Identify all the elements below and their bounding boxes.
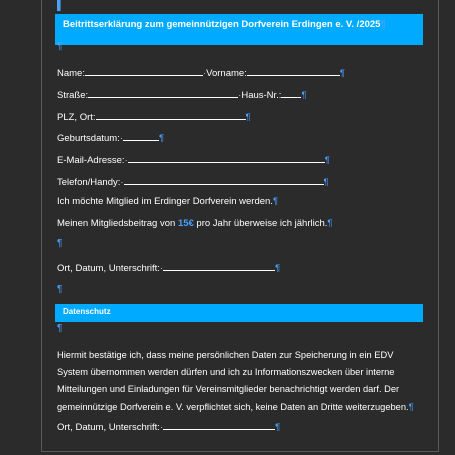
- strasse-field[interactable]: [88, 88, 238, 98]
- pilcrow-mark: ¶: [245, 112, 251, 123]
- email-row[interactable]: E-Mail-Adresse:· ¶: [57, 155, 330, 166]
- privacy-signature-label: Ort, Datum, Unterschrift:: [57, 422, 160, 433]
- name-field[interactable]: [85, 66, 203, 76]
- privacy-signature-field[interactable]: [163, 420, 275, 430]
- privacy-paragraph[interactable]: [57, 347, 422, 416]
- empty-paragraph-mark: ¶: [57, 284, 63, 295]
- geburtsdatum-field[interactable]: [123, 131, 159, 141]
- form-title: Beitrittserklärung zum gemeinnützigen Dorfverein Erdingen e. V. /2025: [63, 19, 381, 30]
- pilcrow-mark: ¶: [323, 177, 329, 188]
- vorname-field[interactable]: [247, 66, 340, 76]
- email-field[interactable]: [128, 153, 325, 163]
- fee-text-pre: Meinen Mitgliedsbeitrag von: [57, 218, 178, 229]
- privacy-text: Hiermit bestätige ich, dass meine persönlichen Daten zur Speicherung in ein EDV System übernommen werden dürfen und ich zu Informationszwecken über interne Mitteilungen und Einladungen für Vereinsmitglieder benachrichtigt werden darf. Der gemeinnützige Dorfverein e. V. verpflichtet sich, keine Daten an Dritte weiterzugeben.: [57, 350, 409, 412]
- fee-amount: 15€: [177, 218, 194, 229]
- signature-field[interactable]: [163, 261, 275, 271]
- pilcrow-mark: ¶: [380, 19, 386, 30]
- pilcrow-mark: ¶: [275, 422, 281, 433]
- strasse-label: Straße:: [57, 90, 89, 101]
- geburtsdatum-label: Geburtsdatum:: [57, 133, 120, 144]
- text-cursor[interactable]: ▌: [57, 0, 65, 11]
- pilcrow-mark: ¶: [159, 133, 165, 144]
- privacy-signature-row[interactable]: Ort, Datum, Unterschrift:· ¶: [57, 422, 281, 433]
- membership-line1: Ich möchte Mitglied im Erdinger Dorfverein werden.: [57, 196, 273, 207]
- plz-label: PLZ, Ort:: [57, 112, 96, 123]
- geburtsdatum-row[interactable]: Geburtsdatum:· ¶: [57, 133, 165, 144]
- empty-paragraph-mark: ¶: [57, 41, 63, 52]
- fee-statement[interactable]: [57, 218, 333, 230]
- hausnr-label: Haus-Nr.:: [241, 90, 282, 101]
- form-title-banner[interactable]: [55, 14, 423, 45]
- email-label: E-Mail-Adresse:: [57, 155, 125, 166]
- strasse-row[interactable]: Straße: ·Haus-Nr.: ¶: [57, 90, 307, 101]
- pilcrow-mark: ¶: [339, 68, 345, 79]
- signature-label: Ort, Datum, Unterschrift:: [57, 263, 160, 274]
- telefon-label: Telefon/Handy:: [57, 177, 121, 188]
- privacy-title: Datenschutz: [63, 307, 111, 316]
- telefon-field[interactable]: [124, 175, 324, 185]
- pilcrow-mark: ¶: [301, 90, 307, 101]
- pilcrow-mark: ¶: [324, 155, 330, 166]
- vorname-label: Vorname:: [206, 68, 247, 79]
- hausnr-field[interactable]: [281, 88, 301, 98]
- empty-paragraph-mark: ¶: [57, 323, 63, 334]
- membership-statement[interactable]: [57, 196, 278, 208]
- plz-row[interactable]: [57, 110, 251, 124]
- pilcrow-mark: ¶: [275, 263, 281, 274]
- pilcrow-mark: ¶: [272, 196, 279, 207]
- pilcrow-mark: ¶: [327, 218, 333, 229]
- privacy-banner[interactable]: [55, 304, 423, 322]
- name-row[interactable]: Name: ·Vorname: ¶: [57, 68, 345, 79]
- name-label: Name:: [57, 68, 85, 79]
- pilcrow-mark: ¶: [408, 401, 414, 412]
- empty-paragraph-mark: ¶: [57, 238, 63, 249]
- signature-row[interactable]: Ort, Datum, Unterschrift:· ¶: [57, 263, 281, 274]
- telefon-row[interactable]: Telefon/Handy:· ¶: [57, 177, 329, 188]
- fee-text-post: pro Jahr überweise ich jährlich.: [193, 218, 328, 229]
- plz-field[interactable]: [96, 110, 246, 120]
